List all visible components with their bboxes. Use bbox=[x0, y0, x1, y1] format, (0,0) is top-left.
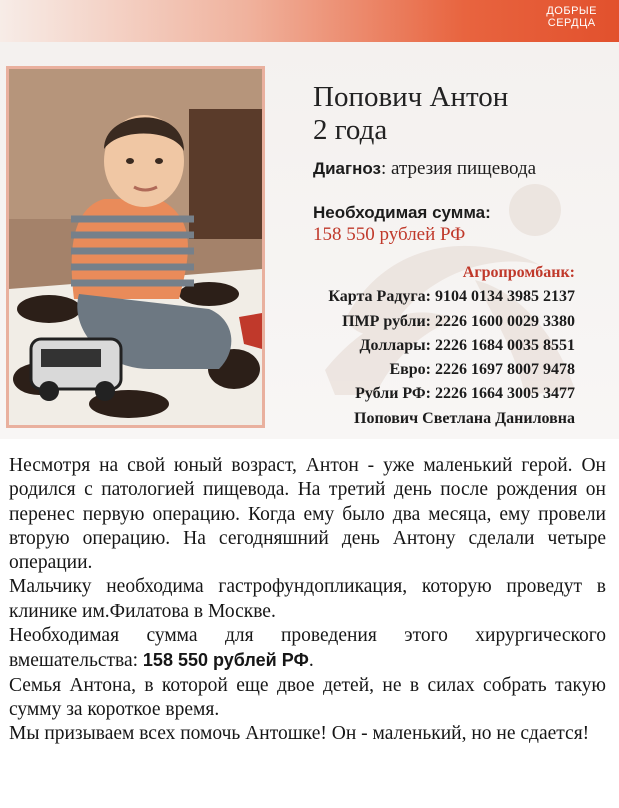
story-paragraph-2: Мальчику необходима гастрофундопликация, которую проведут в клинике им.Филатова в Москве. bbox=[9, 576, 606, 622]
story-paragraph-3 bbox=[9, 624, 606, 674]
child-name: Попович Антон bbox=[313, 81, 509, 113]
bank-details bbox=[328, 261, 575, 431]
child-age: 2 года bbox=[313, 114, 388, 146]
diagnosis-line bbox=[313, 158, 536, 180]
story-p3-amount: 158 550 рублей РФ bbox=[142, 650, 309, 671]
story-paragraph-4: Семья Антона, в которой еще двое детей, не в силах собрать такую сумму за короткое время. bbox=[9, 674, 606, 720]
site-logo[interactable] bbox=[546, 5, 597, 29]
account-row bbox=[328, 334, 575, 358]
account-holder: Попович Светлана Даниловна bbox=[354, 409, 575, 427]
diagnosis-value: : атрезия пищевода bbox=[380, 158, 537, 179]
child-photo bbox=[6, 66, 265, 428]
account-number[interactable]: 9104 0134 3985 2137 bbox=[435, 288, 575, 306]
account-label: Доллары: bbox=[359, 336, 431, 354]
bank-name: Агропромбанк: bbox=[462, 264, 575, 281]
header-bar bbox=[0, 0, 619, 42]
account-number[interactable]: 2226 1664 3005 3477 bbox=[435, 385, 575, 403]
account-label: Карта Радуга: bbox=[328, 288, 431, 306]
account-label: Рубли РФ: bbox=[355, 385, 431, 403]
account-number[interactable]: 2226 1697 8007 9478 bbox=[435, 361, 575, 379]
amount-label-line bbox=[313, 203, 491, 223]
account-number[interactable]: 2226 1684 0035 8551 bbox=[435, 336, 575, 354]
account-row bbox=[328, 358, 575, 382]
story-paragraph-5: Мы призываем всех помочь Антошке! Он - маленький, но не сдается! bbox=[9, 723, 590, 745]
amount-label: Необходимая сумма bbox=[313, 203, 486, 222]
logo-line-2: СЕРДЦА bbox=[547, 17, 596, 29]
amount-value: 158 550 рублей РФ bbox=[313, 224, 466, 245]
child-photo-illustration bbox=[9, 69, 262, 425]
account-row bbox=[328, 285, 575, 309]
account-number[interactable]: 2226 1600 0029 3380 bbox=[435, 312, 575, 330]
story-p3-end: . bbox=[308, 650, 314, 672]
account-label: Евро: bbox=[389, 361, 431, 379]
story-text bbox=[9, 454, 606, 747]
story-paragraph-1: Несмотря на свой юный возраст, Антон - уже маленький герой. Он родился с патологией пищевода. На третий день после рождения он перенес первую операцию. Когда ему было два месяца, ему провели вторую операцию. На сегодняшний день Антону сделали четыре операции. bbox=[9, 455, 606, 574]
account-label: ПМР рубли: bbox=[342, 312, 431, 330]
amount-label-colon: : bbox=[485, 203, 491, 222]
logo-line-1: ДОБРЫЕ bbox=[546, 5, 597, 17]
diagnosis-label: Диагноз bbox=[313, 159, 381, 178]
story-p3-text: Необходимая сумма для проведения этого хирургического вмешательства: bbox=[9, 625, 606, 672]
account-row bbox=[328, 382, 575, 406]
account-row bbox=[328, 310, 575, 334]
